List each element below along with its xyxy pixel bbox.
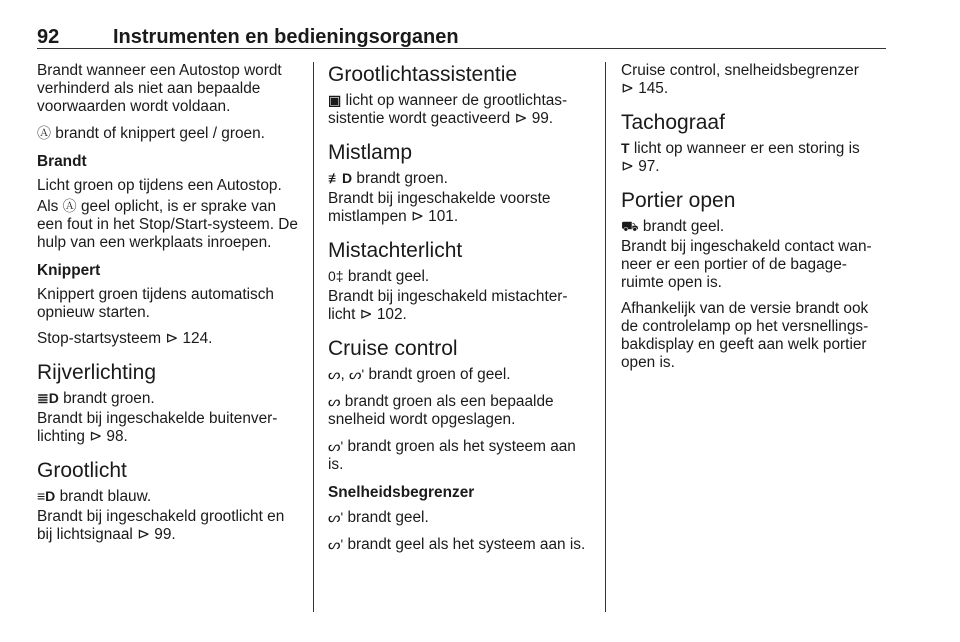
column-1 xyxy=(37,62,301,552)
high-beam-icon: ≡D xyxy=(37,488,56,504)
cruise-control-icon: ᔕ xyxy=(328,366,341,382)
column-divider-2 xyxy=(605,62,606,612)
header-rule xyxy=(37,48,886,49)
low-beam-icon: ≣D xyxy=(37,390,59,406)
cruise-status: ᔕ, ᔕ' brandt groen of geel. xyxy=(328,366,511,383)
autostop-a-icon: Ⓐ xyxy=(37,125,51,141)
page-ref-arrow-icon: ⊳ xyxy=(359,306,373,323)
heading-knippert: Knippert xyxy=(37,262,101,279)
high-beam-assist-icon: ▣ xyxy=(328,92,342,108)
cruise-control-active-icon: ᔕ' xyxy=(328,438,344,454)
rijverlichting-status: ≣D brandt groen. xyxy=(37,390,155,407)
portier-status: ⛟ brandt geel. xyxy=(621,218,725,235)
autostop-a-icon: Ⓐ xyxy=(62,198,77,214)
page-title: Instrumenten en bedieningsorganen xyxy=(113,26,459,48)
heading-grootlichtassistentie: Grootlichtassistentie xyxy=(328,63,518,86)
rear-fog-lamp-icon: 0‡ xyxy=(328,268,344,284)
door-open-icon: ⛟ xyxy=(621,218,639,234)
front-fog-lamp-icon: ≢D xyxy=(328,170,353,186)
speed-limiter-icon: ᔕ' xyxy=(328,536,344,552)
rijverlichting-text: Brandt bij ingeschakelde buitenver-lichting ⊳ 98. xyxy=(37,410,278,445)
portier-version-text: Afhankelijk van de versie brandt ook de controlelamp op het versnellings-bakdisplay en geeft aan welk portier open is. xyxy=(621,300,869,371)
heading-cruise-control: Cruise control xyxy=(328,337,458,360)
page-ref-arrow-icon: ⊳ xyxy=(137,526,151,543)
heading-portier-open: Portier open xyxy=(621,189,736,212)
assist-text: ▣ licht op wanneer de grootlichtas-sistentie wordt geactiveerd ⊳ 99. xyxy=(328,92,568,127)
column-2 xyxy=(328,62,592,562)
heading-snelheidsbegrenzer: Snelheidsbegrenzer xyxy=(328,484,475,501)
page-ref-arrow-icon: ⊳ xyxy=(89,428,103,445)
column-divider-1 xyxy=(313,62,314,612)
page-ref-arrow-icon: ⊳ xyxy=(410,208,424,225)
limiter-status: ᔕ' brandt geel. xyxy=(328,509,429,526)
limiter-on-text: ᔕ' brandt geel als het systeem aan is. xyxy=(328,536,586,553)
mistlamp-text: Brandt bij ingeschakelde voorste mistlampen ⊳ 101. xyxy=(328,190,551,225)
brandt-text: Licht groen op tijdens een Autostop. xyxy=(37,177,282,194)
cruise-limiter-ref: Cruise control, snelheidsbegrenzer ⊳ 145. xyxy=(621,62,859,97)
grootlicht-text: Brandt bij ingeschakeld grootlicht en bij lichtsignaal ⊳ 99. xyxy=(37,508,285,543)
page-ref-arrow-icon: ⊳ xyxy=(165,330,179,347)
page-number: 92 xyxy=(37,26,60,48)
tachograaf-text: T licht op wanneer er een storing is ⊳ 97. xyxy=(621,140,860,175)
knippert-text: Knippert groen tijdens automatisch opnieuw starten. xyxy=(37,286,274,321)
heading-tachograaf: Tachograaf xyxy=(621,111,725,134)
mistlamp-status: ≢D brandt groen. xyxy=(328,170,448,187)
mistachter-text: Brandt bij ingeschakeld mistachter-licht ⊳ 102. xyxy=(328,288,568,323)
cruise-control-active-icon: ᔕ' xyxy=(349,366,365,382)
cruise-stored-text: ᔕ brandt groen als een bepaalde snelheid wordt opgeslagen. xyxy=(328,393,554,428)
tachograph-icon: T xyxy=(621,140,630,156)
heading-mistlamp: Mistlamp xyxy=(328,141,413,164)
cruise-control-icon: ᔕ xyxy=(328,393,341,409)
autostop-status-line: Ⓐ brandt of knippert geel / groen. xyxy=(37,125,265,142)
portier-text: Brandt bij ingeschakeld contact wan-neer er een portier of de bagage-ruimte open is. xyxy=(621,238,872,291)
cruise-on-text: ᔕ' brandt groen als het systeem aan is. xyxy=(328,438,576,473)
page-ref-arrow-icon: ⊳ xyxy=(621,80,634,97)
heading-grootlicht: Grootlicht xyxy=(37,459,127,482)
heading-rijverlichting: Rijverlichting xyxy=(37,361,157,384)
heading-brandt: Brandt xyxy=(37,153,87,170)
brandt-fault-text: Als Ⓐ geel oplicht, is er sprake van een fout in het Stop/Start-systeem. De hulp van een werkplaats inroepen. xyxy=(37,198,298,251)
stop-start-ref: Stop-startsysteem ⊳ 124. xyxy=(37,330,213,347)
heading-mistachterlicht: Mistachterlicht xyxy=(328,239,463,262)
grootlicht-status: ≡D brandt blauw. xyxy=(37,488,152,505)
autostop-note: Brandt wanneer een Autostop wordt verhinderd als niet aan bepaalde voorwaarden wordt voldaan. xyxy=(37,62,282,115)
page-ref-arrow-icon: ⊳ xyxy=(621,158,634,175)
column-3 xyxy=(621,62,889,380)
page-ref-arrow-icon: ⊳ xyxy=(514,110,528,127)
mistachter-status: 0‡ brandt geel. xyxy=(328,268,430,285)
speed-limiter-icon: ᔕ' xyxy=(328,509,344,525)
